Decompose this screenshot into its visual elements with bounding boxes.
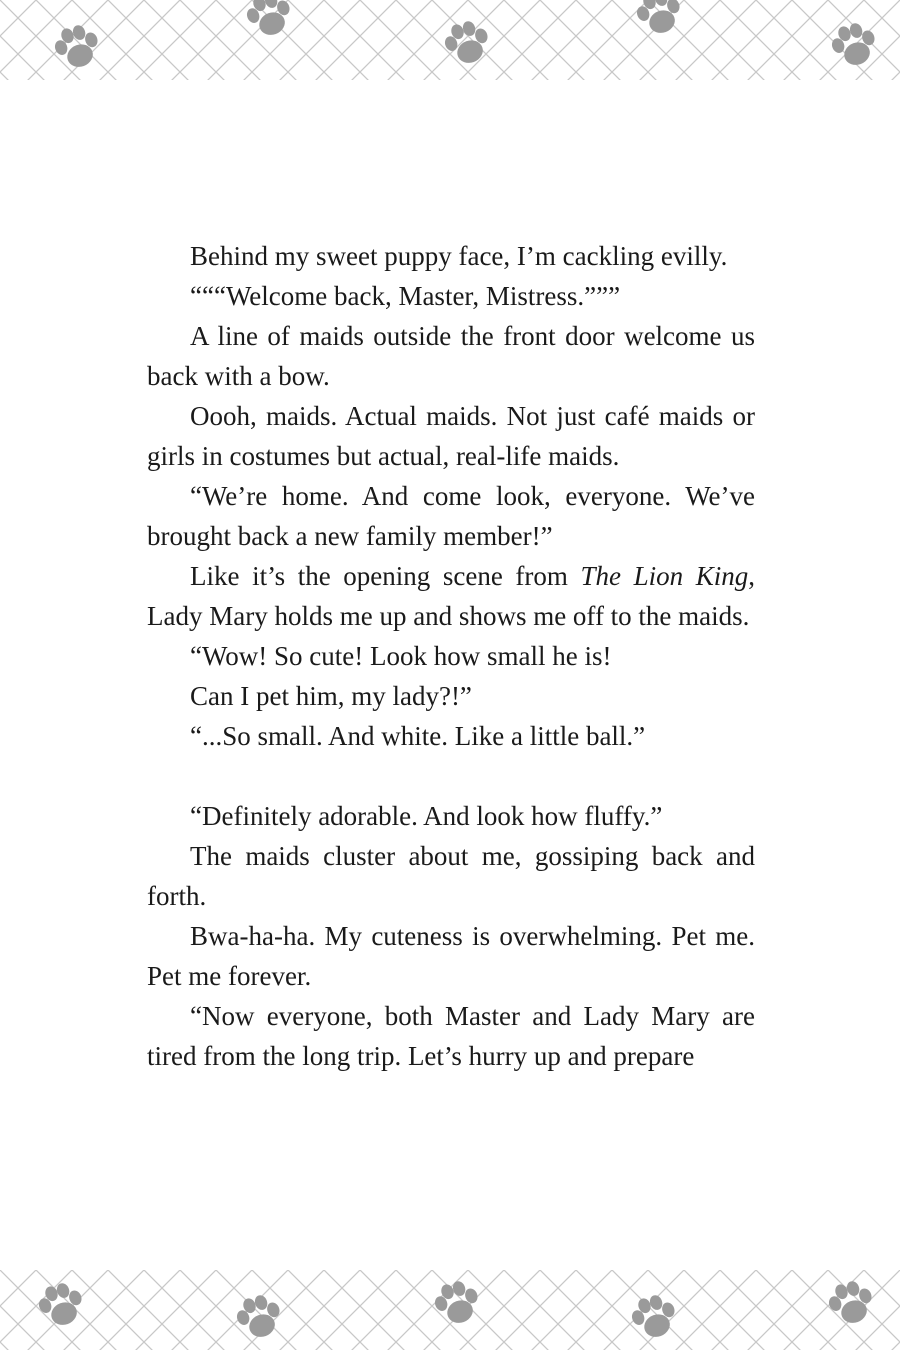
paragraph: Oooh, maids. Actual maids. Not just café maids or girls in costumes but actual, real-life maids.	[147, 401, 755, 471]
paragraph-text: , Lady Mary holds me up and shows me off to the maids.	[147, 561, 755, 631]
paw-print-pattern-icon	[0, 1270, 900, 1350]
blank-line	[147, 756, 755, 796]
paw-print-pattern-icon	[0, 0, 900, 80]
bottom-paw-border	[0, 1270, 900, 1350]
paragraph: Can I pet him, my lady?!”	[190, 681, 472, 711]
paragraph: Behind my sweet puppy face, I’m cackling evilly.	[190, 241, 728, 271]
paragraph: “We’re home. And come look, everyone. We’ve brought back a new family member!”	[147, 481, 755, 551]
top-paw-border	[0, 0, 900, 80]
paragraph: “Wow! So cute! Look how small he is!	[190, 641, 612, 671]
paragraph: “Definitely adorable. And look how fluffy.”	[190, 801, 663, 831]
paragraph: “““Welcome back, Master, Mistress.”””	[190, 281, 621, 311]
paragraph: A line of maids outside the front door welcome us back with a bow.	[147, 321, 755, 391]
book-page-text	[147, 236, 755, 1076]
paragraph: The maids cluster about me, gossiping back and forth.	[147, 841, 755, 911]
paragraph: Bwa-ha-ha. My cuteness is overwhelming. Pet me. Pet me forever.	[147, 921, 755, 991]
paragraph-text: Like it’s the opening scene from	[190, 561, 581, 591]
paragraph	[147, 556, 755, 636]
movie-title: The Lion King	[580, 561, 749, 591]
paragraph: “Now everyone, both Master and Lady Mary are tired from the long trip. Let’s hurry up and prepare	[147, 1001, 755, 1071]
paragraph: “...So small. And white. Like a little ball.”	[190, 721, 646, 751]
